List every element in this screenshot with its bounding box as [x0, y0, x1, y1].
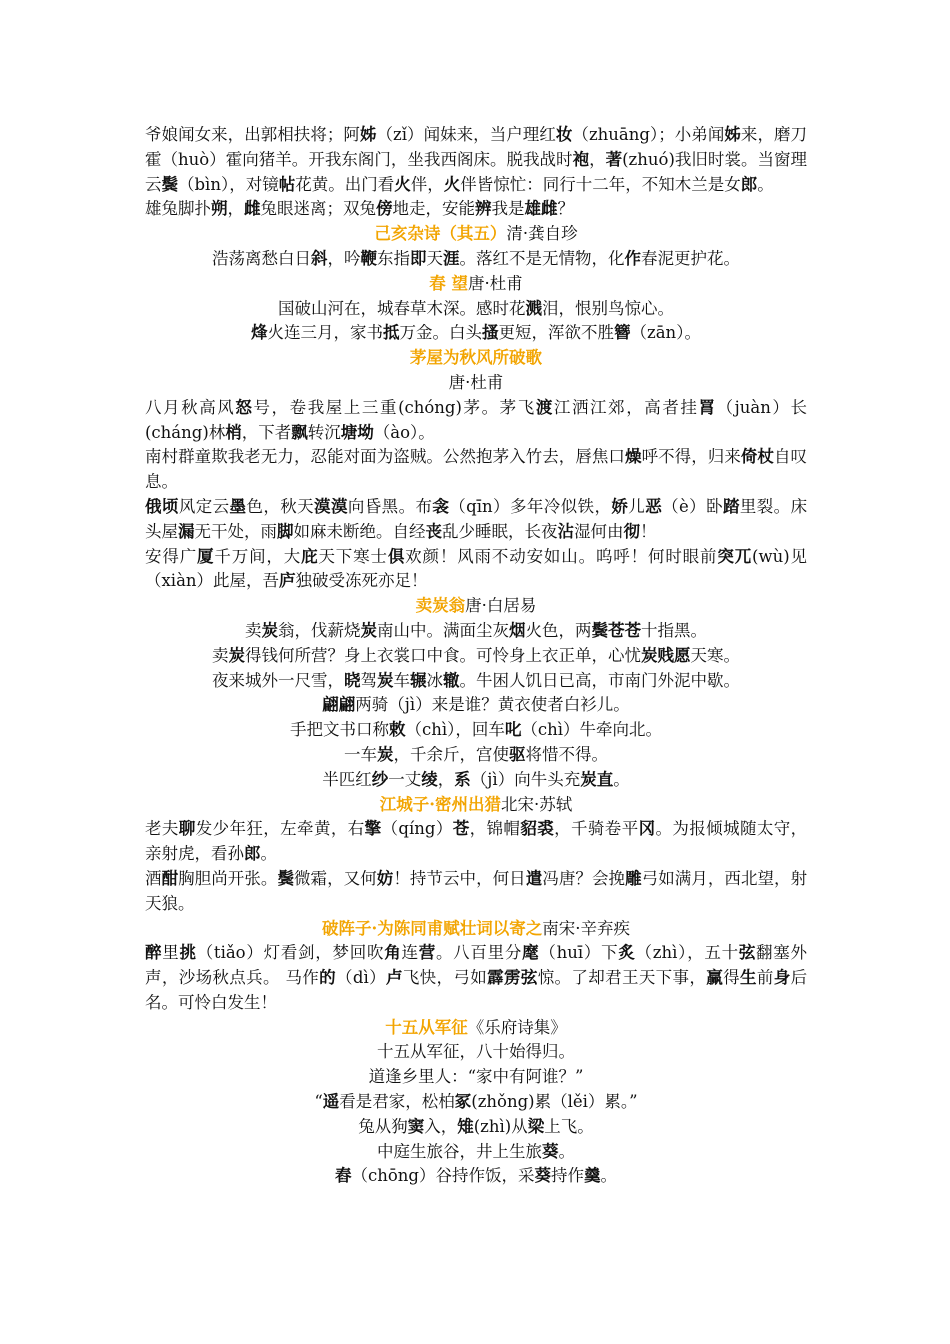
emphasized-char: 朔: [211, 199, 228, 219]
emphasized-char: 冢: [454, 1092, 472, 1112]
text-run: ，: [227, 199, 244, 219]
emphasized-char: 漏: [178, 521, 195, 541]
emphasized-char: 庇: [301, 546, 319, 566]
text-run: 车: [393, 670, 410, 690]
emphasized-char: 炙: [618, 943, 636, 963]
text-run: 。: [613, 769, 630, 789]
text-run: 色，秋天: [246, 496, 315, 516]
emphasized-char: 窦: [407, 1116, 425, 1136]
text-run: 国破山河在，城春草木深。感时花: [278, 298, 526, 318]
emphasized-char: 纱: [371, 769, 389, 789]
text-run: 天: [426, 248, 443, 268]
emphasized-char: 踏: [722, 496, 740, 516]
text-line: [145, 445, 807, 495]
text-run: （dì）: [336, 968, 386, 988]
emphasized-char: 酣: [161, 868, 179, 888]
emphasized-char: 火: [443, 174, 461, 194]
emphasized-char: 葵: [542, 1141, 559, 1161]
text-run: 持作: [551, 1166, 584, 1186]
emphasized-char: 倚杖: [740, 447, 774, 467]
emphasized-char: 霹雳弦: [487, 968, 538, 988]
emphasized-char: 簪: [614, 323, 631, 343]
emphasized-char: 系: [454, 769, 471, 789]
emphasized-char: 妆: [555, 125, 573, 144]
text-run: 前: [756, 968, 774, 988]
text-run: 天寒。: [690, 645, 740, 665]
emphasized-char: 炭: [261, 620, 278, 640]
emphasized-char: 作: [624, 248, 641, 268]
emphasized-char: 聊: [178, 819, 196, 839]
poem-title-line: [145, 222, 807, 247]
emphasized-char: 舂: [335, 1166, 352, 1186]
text-run: 卖: [245, 620, 262, 640]
text-line: [145, 1164, 807, 1189]
emphasized-char: 驱: [509, 744, 526, 764]
emphasized-char: 辙: [443, 670, 460, 690]
emphasized-char: 苍: [452, 819, 470, 839]
text-run: 安得广: [145, 546, 198, 566]
text-run: 天下寒士: [318, 546, 388, 566]
text-line: [145, 669, 807, 694]
text-run: ，锦帽: [469, 819, 521, 839]
text-run: 冯唐？会挽: [542, 868, 626, 888]
text-line: [145, 371, 807, 396]
text-run: 发少年狂，左牵黄，右: [195, 819, 365, 839]
text-run: （chōng）谷持作饭，采: [351, 1166, 535, 1186]
emphasized-char: 卢: [385, 968, 403, 988]
emphasized-char: 涯: [443, 248, 460, 268]
emphasized-char: 烟: [509, 620, 526, 640]
emphasized-char: 袍: [572, 149, 590, 169]
poem-title: 江城子·密州出猎: [379, 794, 501, 814]
text-run: 号，卷我屋上三重(chóng)茅。茅飞: [253, 397, 536, 417]
text-line: [145, 396, 807, 446]
emphasized-char: 貂裘: [520, 819, 555, 839]
text-run: 。: [558, 1141, 575, 1161]
emphasized-char: 厦: [197, 546, 215, 566]
text-run: （zhuāng）；小弟闻: [572, 125, 725, 144]
text-run: 将惜不得。: [525, 744, 608, 764]
text-line: [145, 247, 807, 272]
emphasized-char: 庐: [279, 571, 296, 591]
poem-title: 茅屋为秋风所破歌: [410, 348, 542, 368]
emphasized-char: 遥: [322, 1092, 340, 1112]
poem-title: 破阵子·为陈同甫赋壮词以寄之: [322, 918, 543, 938]
text-run: ！持节云中，何日: [393, 868, 526, 888]
text-run: 伴，: [410, 174, 444, 194]
emphasized-char: 即: [410, 248, 427, 268]
text-line: [145, 693, 807, 718]
text-run: 夜来城外一尺雪，: [212, 670, 344, 690]
text-run: 得钱何所营？身上衣裳口中食。可怜身上衣正单，心忧: [245, 645, 641, 665]
text-line: [145, 1090, 807, 1115]
emphasized-char: 敕: [388, 720, 406, 740]
text-line: [145, 619, 807, 644]
text-run: 。: [260, 844, 277, 864]
emphasized-char: 怒: [235, 397, 254, 417]
emphasized-char: 炭: [360, 620, 377, 640]
text-run: 看是君家，松柏: [339, 1092, 455, 1112]
text-run: “: [314, 1092, 323, 1112]
text-run: 南宋·辛弃疾: [542, 918, 630, 938]
text-run: （qíng）: [381, 819, 453, 839]
text-run: 儿: [628, 496, 646, 516]
text-run: (zhì)从: [473, 1116, 528, 1136]
emphasized-char: 沾: [557, 521, 574, 541]
text-run: 我是: [491, 199, 525, 219]
text-run: 春泥更护花。: [641, 248, 740, 268]
emphasized-char: 姊: [359, 125, 377, 144]
text-run: 来，磨刀霍（huò）霍向猪羊。开我东阁门，坐我西阁床。脱我战时: [145, 125, 808, 169]
text-run: 火连三月，家书: [267, 323, 384, 343]
text-run: 唐·杜甫: [448, 372, 504, 392]
text-run: 两骑（jì）来是谁？黄衣使者白衫儿。: [355, 695, 630, 715]
text-run: ？: [557, 199, 574, 219]
emphasized-char: 斜: [311, 248, 328, 268]
emphasized-char: 雕: [625, 868, 642, 888]
text-line: [145, 644, 807, 669]
text-run: 。: [757, 174, 774, 194]
text-run: 里裂。床头屋: [145, 496, 808, 541]
emphasized-char: 炭直: [580, 769, 614, 789]
text-run: ，下者: [241, 422, 292, 442]
text-line: [145, 495, 807, 545]
text-line: [145, 321, 807, 346]
text-run: 。落红不是无情物，化: [459, 248, 625, 268]
emphasized-char: 赢: [706, 968, 724, 988]
emphasized-char: 鞭: [360, 248, 377, 268]
text-run: 湿何由: [574, 521, 624, 541]
emphasized-char: 梢: [225, 422, 242, 442]
text-run: 冰: [426, 670, 443, 690]
emphasized-char: 飘: [291, 422, 308, 442]
text-run: （qīn）多年冷似铁，: [449, 496, 612, 516]
text-run: 。为报倾城随太守，亲射虎，看孙: [145, 819, 808, 864]
text-line: [145, 545, 807, 595]
text-run: （zān）。: [630, 323, 701, 343]
emphasized-char: 身: [773, 968, 791, 988]
emphasized-char: 漠漠: [314, 496, 348, 516]
text-line: [145, 123, 807, 197]
emphasized-char: 鬓: [277, 868, 294, 888]
text-run: ，吟: [327, 248, 361, 268]
text-run: 弓如满月，西北望，射天狼。: [145, 868, 808, 913]
emphasized-char: 辗: [410, 670, 427, 690]
text-run: 中庭生旅谷，井上生旅: [377, 1141, 542, 1161]
text-line: [145, 297, 807, 322]
text-line: [145, 1065, 807, 1090]
emphasized-char: 鬓: [161, 174, 178, 194]
emphasized-char: 郎: [740, 174, 758, 194]
text-run: 南村群童欺我老无力，忍能对面为盗贼。公然抱茅入竹去，唇焦口: [145, 447, 625, 467]
text-run: 地走，安能: [392, 199, 475, 219]
text-line: [145, 1140, 807, 1165]
text-run: 千万间，大: [214, 546, 302, 566]
text-run: 一车: [344, 744, 377, 764]
text-run: 江洒江郊，高者挂: [553, 397, 699, 417]
emphasized-char: 醉: [145, 943, 163, 963]
emphasized-char: 炭: [377, 744, 394, 764]
text-run: （chì）牛牵向北。: [521, 720, 663, 740]
text-run: 驾: [360, 670, 377, 690]
text-run: （huī）下: [539, 943, 619, 963]
poem-title: 己亥杂诗（其五）: [374, 224, 507, 244]
text-run: ！: [640, 521, 657, 541]
text-run: （è）卧: [662, 496, 723, 516]
text-line: [145, 817, 807, 867]
poem-title: 卖炭翁: [415, 596, 466, 616]
text-run: 兔从狗: [358, 1116, 408, 1136]
emphasized-char: 叱: [504, 720, 522, 740]
emphasized-char: 雄雌: [524, 199, 558, 219]
text-line: [145, 743, 807, 768]
emphasized-char: 火: [394, 174, 411, 194]
poem-text-block: [145, 123, 807, 1189]
poem-title-line: [145, 1016, 807, 1041]
emphasized-char: 燥: [625, 447, 642, 467]
text-run: 八月秋高风: [145, 397, 236, 417]
emphasized-char: 雉: [457, 1116, 474, 1136]
text-run: 泪，恨别鸟惊心。: [542, 298, 674, 318]
emphasized-char: 搔: [482, 323, 499, 343]
text-run: （chì），回车: [405, 720, 505, 740]
text-run: （zǐ）闻妹来，当户理红: [376, 125, 556, 144]
emphasized-char: 烽: [251, 323, 268, 343]
text-run: 老夫: [145, 819, 179, 839]
text-run: 半匹红: [322, 769, 372, 789]
text-run: (zhuó)我旧时裳。当窗理云: [145, 149, 808, 194]
text-run: 酒: [145, 868, 162, 888]
emphasized-char: 帖: [278, 174, 296, 194]
text-run: ，千余斤，宫使: [393, 744, 509, 764]
text-run: 。八百里分: [435, 943, 523, 963]
text-run: 一丈: [388, 769, 422, 789]
poem-title: 春 望: [429, 273, 468, 293]
text-line: [145, 1115, 807, 1140]
emphasized-char: 生: [739, 968, 757, 988]
text-run: 向昏黑。布: [347, 496, 433, 516]
emphasized-char: 的: [319, 968, 337, 988]
text-line: [145, 1040, 807, 1065]
poem-title-line: [145, 917, 807, 942]
text-run: （bìn），对镜: [178, 174, 279, 194]
emphasized-char: 梁: [527, 1116, 545, 1136]
emphasized-char: 突兀: [717, 546, 753, 566]
emphasized-char: 角: [384, 943, 402, 963]
emphasized-char: 衾: [432, 496, 450, 516]
text-run: 无干处，雨: [194, 521, 277, 541]
text-run: 如麻未断绝。自经: [293, 521, 426, 541]
text-run: 唐·白居易: [465, 596, 537, 616]
emphasized-char: 炭贱愿: [641, 645, 691, 665]
emphasized-char: 翩翩: [322, 695, 356, 715]
text-run: 独破受冻死亦足！: [295, 571, 428, 591]
emphasized-char: 妨: [376, 868, 394, 888]
poem-title-line: [145, 346, 807, 371]
text-run: 东指: [377, 248, 410, 268]
emphasized-char: 墨: [229, 496, 247, 516]
emphasized-char: 俱: [387, 546, 406, 566]
text-run: 欢颜！风雨不动安如山。呜呼！何时眼前: [405, 546, 718, 566]
text-run: 唐·杜甫: [468, 273, 523, 293]
text-run: 更短，浑欲不胜: [498, 323, 615, 343]
text-run: 道逢乡里人：“家中有阿谁？”: [368, 1067, 584, 1087]
text-run: 火色，两: [525, 620, 592, 640]
emphasized-char: 弦: [738, 943, 757, 963]
text-run: 手把文书口称: [289, 720, 389, 740]
text-run: (zhǒng)累（lěi）累。”: [471, 1092, 638, 1112]
emphasized-char: 营: [418, 943, 436, 963]
text-run: 雄兔脚扑: [145, 199, 211, 219]
text-run: 翻塞外声，沙场秋点兵。 马作: [145, 943, 808, 988]
text-run: （juàn）长(cháng)林: [145, 397, 808, 442]
emphasized-char: 雌: [244, 199, 261, 219]
poem-title-line: [145, 594, 807, 619]
text-run: 伴皆惊忙：同行十二年，不知木兰是女: [460, 174, 741, 194]
text-run: 南山中。满面尘灰: [377, 620, 509, 640]
text-run: 转沉: [307, 422, 341, 442]
text-run: 翁，伐薪烧: [278, 620, 361, 640]
text-run: (wù)见（xiàn）此屋，吾: [145, 546, 807, 591]
poem-title: 十五从军征: [385, 1017, 468, 1037]
emphasized-char: 恶: [645, 496, 663, 516]
poem-title-line: [145, 793, 807, 818]
text-run: 爷娘闻女来，出郭相扶将；阿: [145, 125, 360, 144]
emphasized-char: 俄顷: [145, 496, 179, 516]
text-run: 连: [401, 943, 419, 963]
text-run: 十指黑。: [641, 620, 707, 640]
text-run: （ào）。: [373, 422, 435, 442]
text-run: 飞快，弓如: [402, 968, 488, 988]
text-run: 风定云: [178, 496, 230, 516]
emphasized-char: 渡: [535, 397, 554, 417]
text-run: 胸胆尚开张。: [178, 868, 278, 888]
emphasized-char: 羹: [584, 1166, 601, 1186]
text-run: 上飞。: [544, 1116, 594, 1136]
text-run: ，: [437, 769, 455, 789]
text-run: ，千骑卷平: [554, 819, 639, 839]
emphasized-char: 姊: [724, 125, 741, 144]
text-line: [145, 867, 807, 917]
emphasized-char: 晓: [344, 670, 361, 690]
text-run: 乱少睡眠，长夜: [442, 521, 558, 541]
text-line: [145, 197, 807, 222]
emphasized-char: 郎: [244, 844, 261, 864]
emphasized-char: 溅: [525, 298, 542, 318]
text-run: 。: [600, 1166, 617, 1186]
emphasized-char: 炭: [228, 645, 245, 665]
text-run: （zhì），五十: [635, 943, 739, 963]
emphasized-char: 挑: [179, 943, 197, 963]
text-run: 里: [162, 943, 180, 963]
emphasized-char: 鬓苍苍: [591, 620, 641, 640]
emphasized-char: 麾: [522, 943, 540, 963]
emphasized-char: 抵: [383, 323, 400, 343]
text-run: （jì）向牛头充: [470, 769, 581, 789]
text-run: 万金。白头: [399, 323, 483, 343]
text-line: [145, 941, 807, 1015]
text-run: 后名。可怜白发生！: [145, 968, 808, 1012]
text-run: ，: [589, 149, 606, 169]
text-run: 兔眼迷离；双兔: [260, 199, 376, 219]
emphasized-char: 冈: [638, 819, 656, 839]
emphasized-char: 炭: [377, 670, 394, 690]
text-run: 惊。了却君王天下事，: [537, 968, 707, 988]
text-line: [145, 718, 807, 743]
emphasized-char: 脚: [277, 521, 294, 541]
text-run: 花黄。出门看: [295, 174, 395, 194]
emphasized-char: 傍: [376, 199, 393, 219]
text-run: 清·龚自珍: [506, 224, 578, 244]
text-run: 微霜，又何: [294, 868, 377, 888]
emphasized-char: 彻: [623, 521, 640, 541]
text-line: [145, 768, 807, 793]
emphasized-char: 丧: [425, 521, 442, 541]
emphasized-char: 绫: [421, 769, 438, 789]
text-run: 入，: [424, 1116, 458, 1136]
emphasized-char: 塘坳: [340, 422, 374, 442]
text-run: （tiǎo）灯看剑，梦回吹: [196, 943, 385, 963]
text-run: 自叹息。: [145, 447, 808, 492]
emphasized-char: 遣: [525, 868, 543, 888]
emphasized-char: 辨: [475, 199, 492, 219]
text-run: 北宋·苏轼: [501, 794, 573, 814]
emphasized-char: 著: [605, 149, 623, 169]
text-run: 十五从军征，八十始得归。: [377, 1042, 575, 1062]
text-run: 浩荡离愁白日: [212, 248, 311, 268]
text-run: 得: [723, 968, 740, 988]
poem-title-line: [145, 272, 807, 297]
text-run: 卖: [212, 645, 229, 665]
text-run: 《乐府诗集》: [467, 1017, 567, 1037]
text-run: 呼不得，归来: [641, 447, 741, 467]
emphasized-char: 罥: [698, 397, 717, 417]
emphasized-char: 擎: [364, 819, 382, 839]
emphasized-char: 葵: [534, 1166, 551, 1186]
text-run: 。牛困人饥日已高，市南门外泥中歇。: [459, 670, 740, 690]
emphasized-char: 娇: [611, 496, 629, 516]
